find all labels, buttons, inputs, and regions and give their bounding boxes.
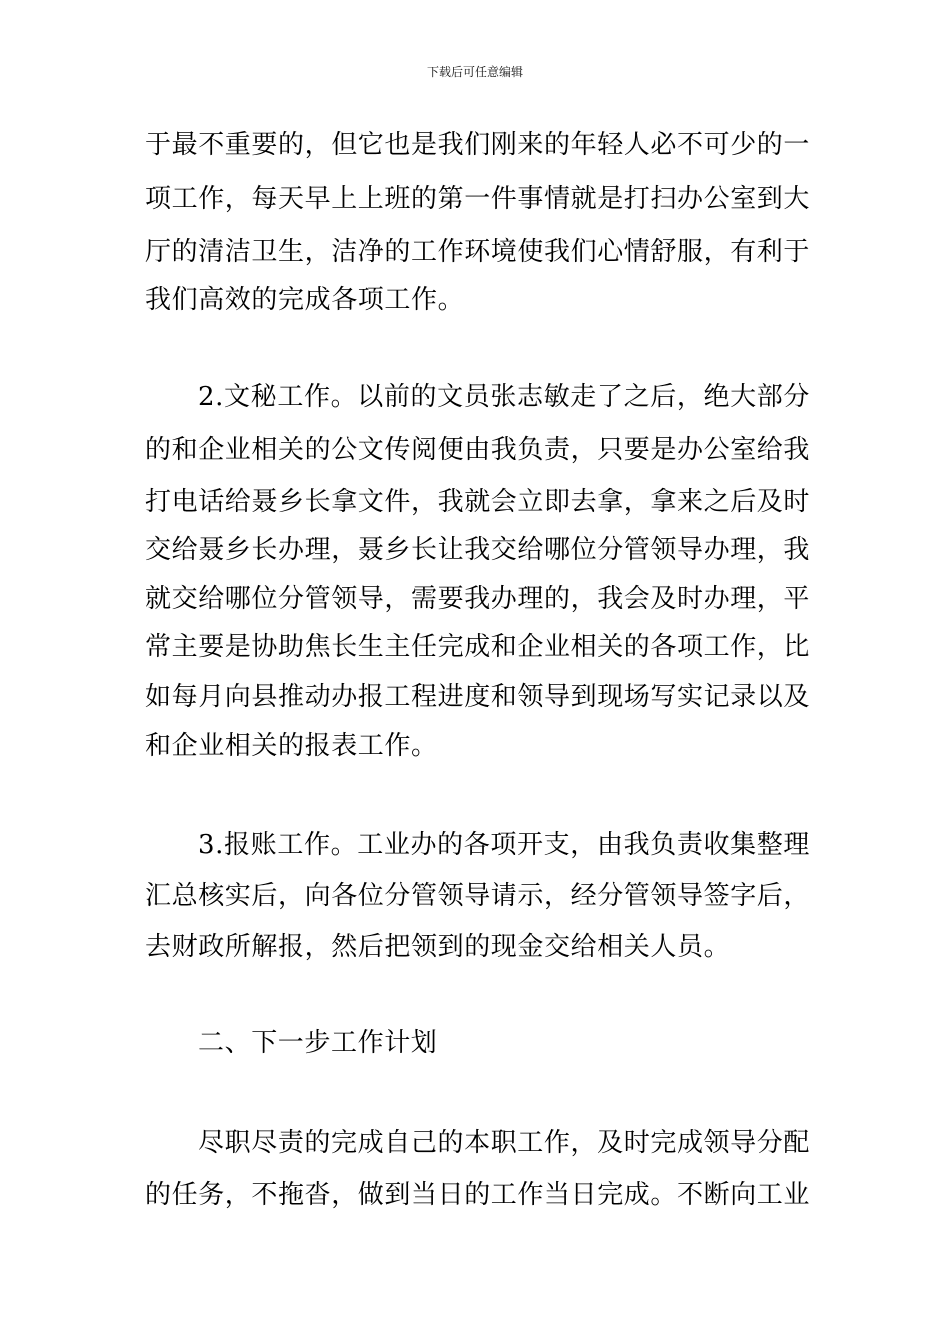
paragraph-line: 于最不重要的，但它也是我们刚来的年轻人必不可少的一 (145, 130, 811, 160)
paragraph-line: 汇总核实后，向各位分管领导请示，经分管领导签字后， (145, 881, 811, 911)
paragraph-line: 厅的清洁卫生，洁净的工作环境使我们心情舒服，有利于 (145, 237, 811, 267)
paragraph-line: 2.文秘工作。以前的文员张志敏走了之后，绝大部分 (198, 382, 810, 412)
paragraph-line: 我们高效的完成各项工作。 (145, 285, 465, 315)
paragraph-line: 交给聂乡长办理，聂乡长让我交给哪位分管领导办理，我 (145, 535, 811, 565)
paragraph-line: 尽职尽责的完成自己的本职工作，及时完成领导分配 (198, 1128, 810, 1158)
paragraph-line: 的和企业相关的公文传阅便由我负责，只要是办公室给我 (145, 435, 811, 465)
page-header: 下载后可任意编辑 (426, 65, 523, 79)
paragraph-line: 如每月向县推动办报工程进度和领导到现场写实记录以及 (145, 682, 811, 712)
section-heading: 二、下一步工作计划 (198, 1028, 438, 1058)
paragraph-line: 3.报账工作。工业办的各项开支，由我负责收集整理 (198, 830, 810, 860)
paragraph-line: 就交给哪位分管领导，需要我办理的，我会及时办理，平 (145, 584, 811, 614)
paragraph-line: 常主要是协助焦长生主任完成和企业相关的各项工作，比 (145, 632, 811, 662)
paragraph-line: 和企业相关的报表工作。 (145, 731, 438, 761)
paragraph-line: 去财政所解报，然后把领到的现金交给相关人员。 (145, 932, 731, 962)
paragraph-line: 项工作，每天早上上班的第一件事情就是打扫办公室到大 (145, 184, 811, 214)
paragraph-line: 打电话给聂乡长拿文件，我就会立即去拿，拿来之后及时 (145, 487, 811, 517)
paragraph-line: 的任务，不拖沓，做到当日的工作当日完成。不断向工业 (145, 1180, 811, 1210)
